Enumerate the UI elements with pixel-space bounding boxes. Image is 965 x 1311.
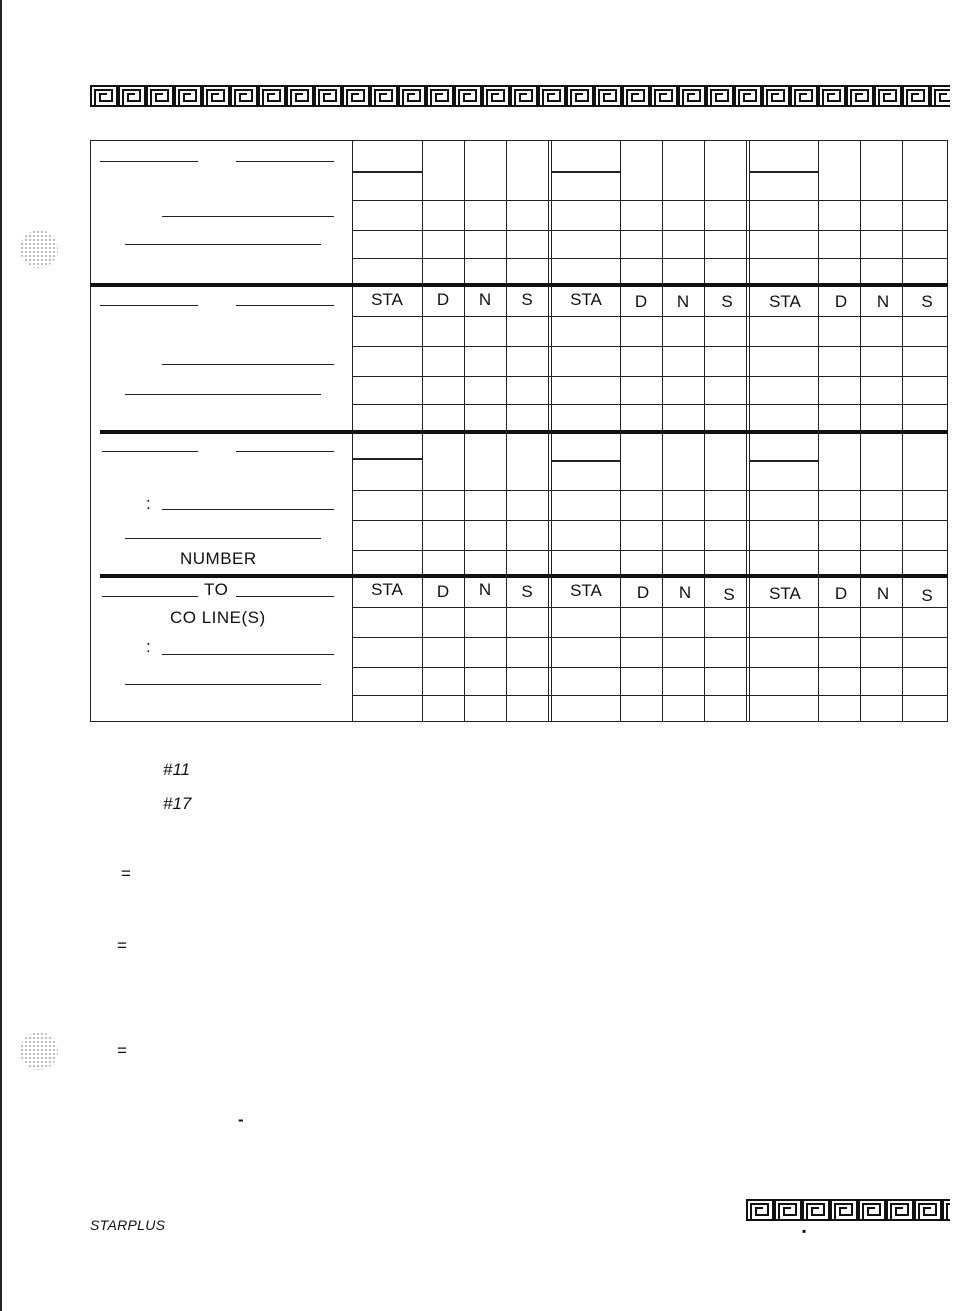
number-label: NUMBER [180,549,257,568]
col-header-s-4: S [521,582,533,601]
form-table [90,140,948,722]
col-header-d-1: D [436,290,450,309]
greek-key-border-footer [746,1198,950,1222]
blank-field[interactable] [162,216,334,217]
blank-field[interactable] [162,364,334,365]
col-header-n-1: N [478,290,492,309]
blank-field[interactable] [236,596,334,597]
footer-brand: STARPLUS [90,1217,166,1233]
blank-field[interactable] [125,684,321,685]
page-edge-line [0,0,2,1311]
col-header-s-6: S [921,586,933,605]
col-header-sta-1: STA [371,290,403,309]
col-header-s-5: S [723,585,735,604]
blank-field[interactable] [236,161,334,162]
col-header-d-3: D [834,292,848,311]
blank-field[interactable] [100,161,198,162]
equals-sign: = [117,1041,127,1060]
note-item-11: #11 [163,760,191,779]
col-header-d-6: D [834,584,848,603]
col-header-sta-2: STA [570,290,602,309]
punch-hole-mark-top [20,230,58,268]
col-header-d-5: D [636,583,650,602]
equals-sign: = [117,936,127,955]
blank-field[interactable] [125,394,321,395]
blank-field[interactable] [162,509,334,510]
blank-field[interactable] [125,244,321,245]
colon-label: : [146,637,152,656]
colon-label: : [146,494,152,513]
blank-field[interactable] [102,596,198,597]
blank-field[interactable] [100,305,198,306]
punch-hole-mark-bottom [20,1032,58,1070]
blank-field[interactable] [162,654,334,655]
equals-sign: = [121,864,131,883]
greek-key-border-top [90,84,950,108]
col-header-sta-5: STA [570,581,602,600]
col-header-n-6: N [876,584,890,603]
col-header-d-2: D [634,292,648,311]
col-header-s-3: S [921,292,933,311]
col-header-d-4: D [436,582,450,601]
col-header-n-5: N [678,583,692,602]
note-item-17: #17 [163,794,192,813]
blank-field[interactable] [236,451,334,452]
dash-mark: - [238,1110,244,1129]
blank-field[interactable] [125,538,321,539]
col-header-sta-3: STA [769,292,801,311]
col-header-n-4: N [478,580,492,599]
co-lines-label: CO LINE(S) [170,608,266,627]
blank-field[interactable] [236,305,334,306]
col-header-sta-6: STA [769,584,801,603]
col-header-s-2: S [721,292,733,311]
col-header-sta-4: STA [371,580,403,599]
col-header-s-1: S [521,290,533,309]
blank-field[interactable] [102,451,198,452]
footer-bullet: ▪ [802,1224,807,1238]
col-header-n-2: N [676,292,690,311]
to-label: TO [204,580,229,599]
col-header-n-3: N [876,292,890,311]
